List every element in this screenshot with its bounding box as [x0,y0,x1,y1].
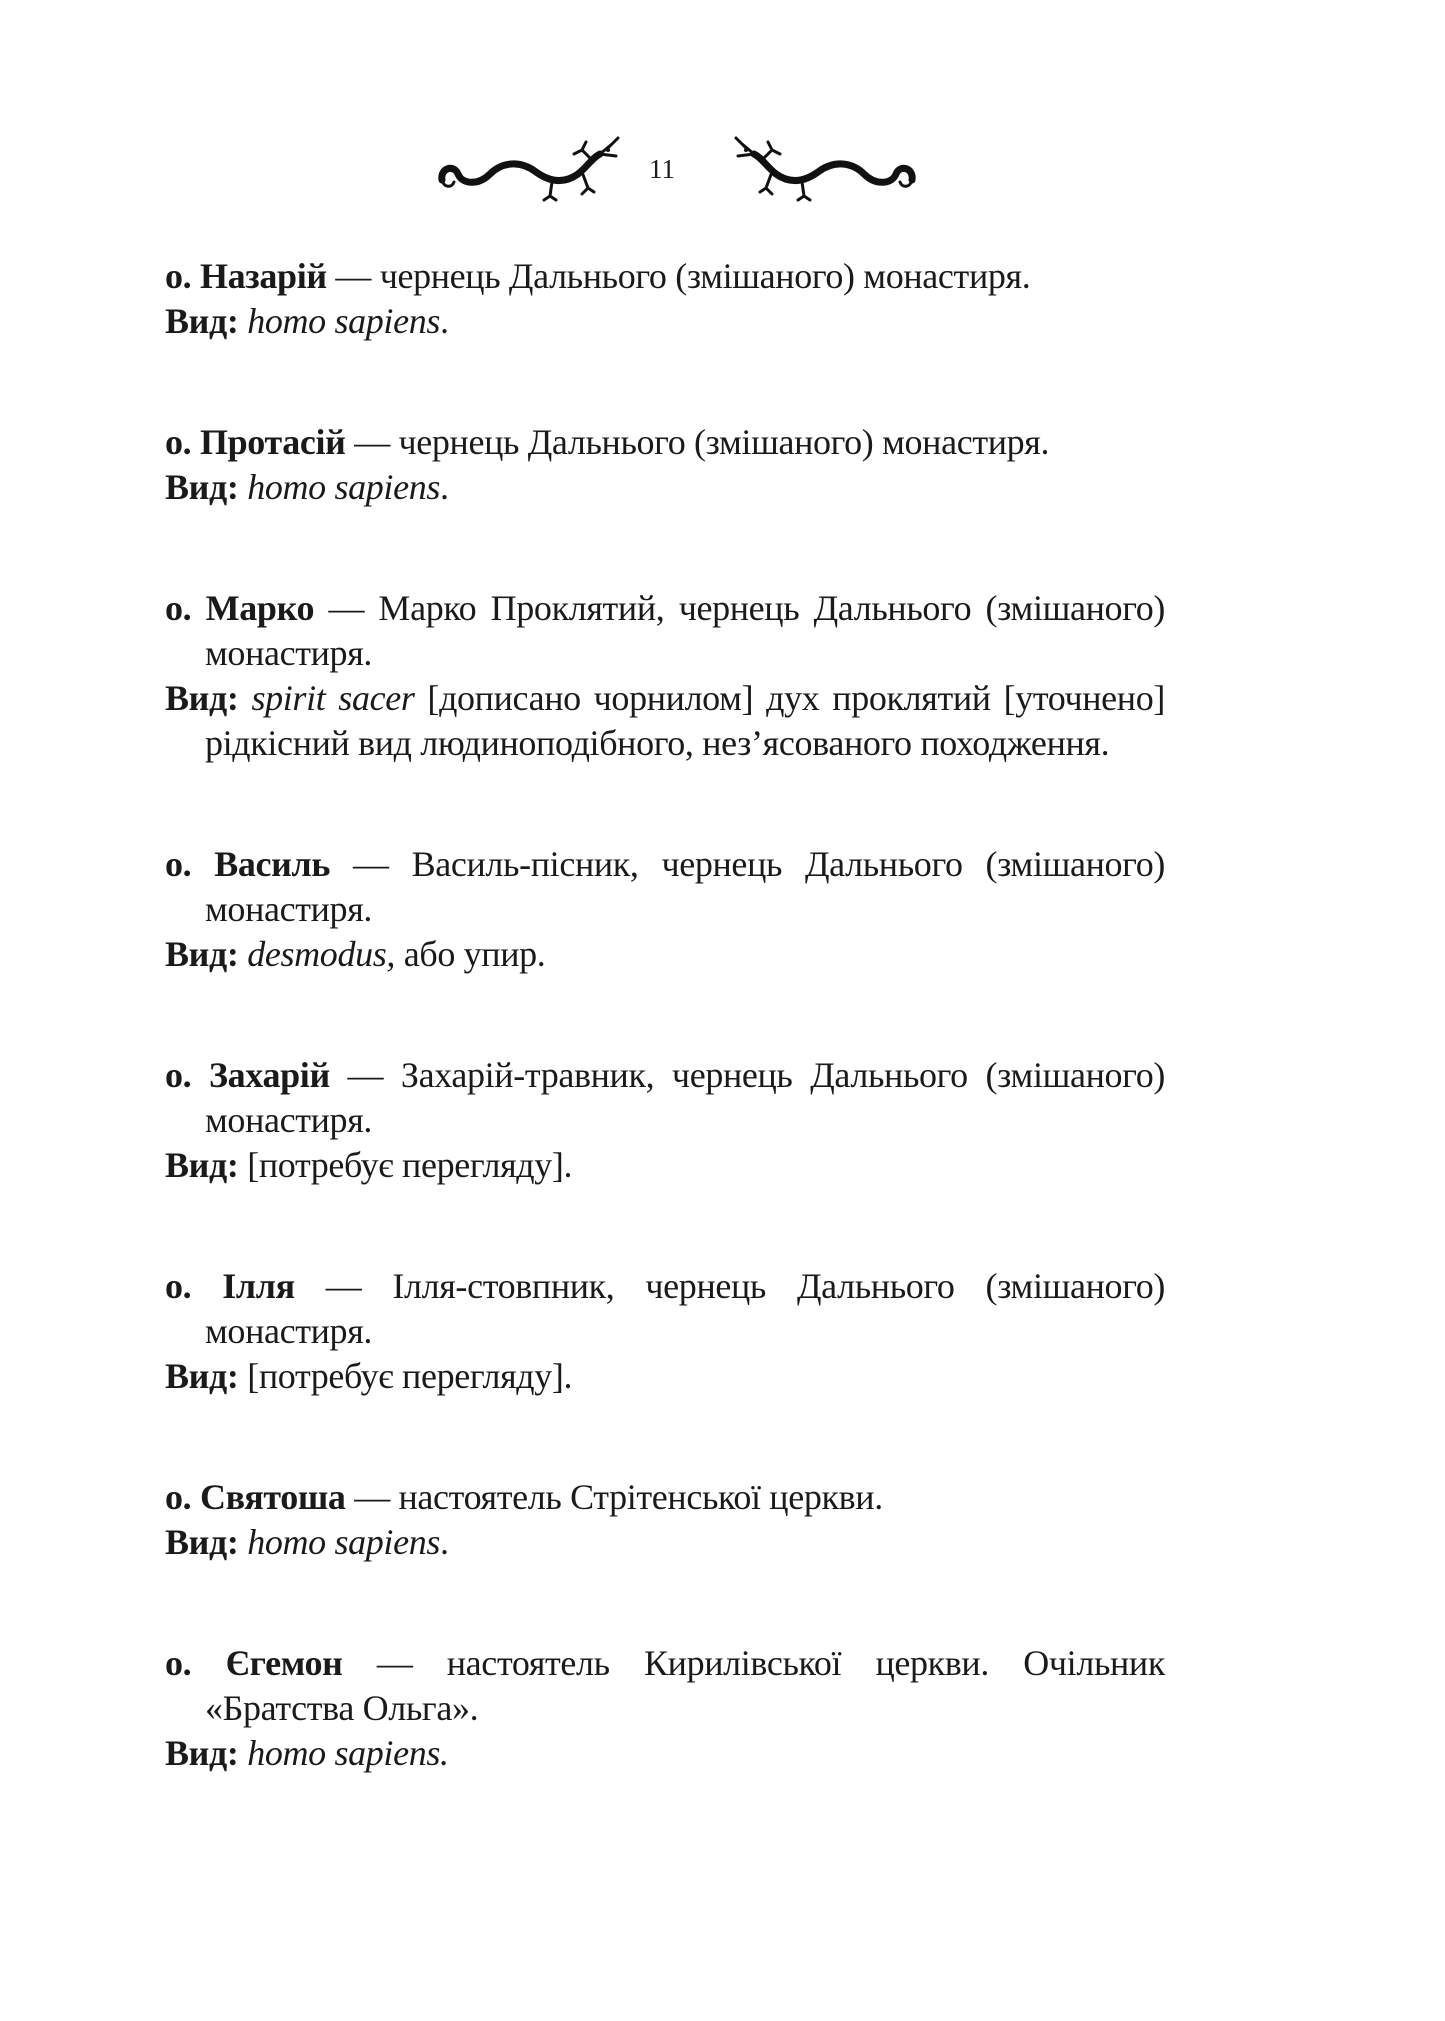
species-note: або упир. [395,934,546,974]
species-label: Вид: [165,1356,239,1396]
species-label: Вид: [165,467,239,507]
entry-title-line [165,1475,1165,1520]
species-note: [потребує перегляду]. [247,1356,573,1396]
character-description: — Ілля-стовпник, чернець Дальнього (змішаного) монастиря. [205,1266,1166,1351]
character-description: — чернець Дальнього (змішаного) монастиря. [326,256,1031,296]
character-name: о. Марко [165,588,315,628]
species-note: [потребує перегляду]. [247,1145,573,1185]
species-latin: spirit sacer [251,678,415,718]
entry-title-line [165,1641,1165,1731]
character-entry [165,420,1165,510]
character-entry [165,1641,1165,1776]
character-name: о. Захарій [165,1055,330,1095]
species-note: . [440,467,449,507]
character-list [165,254,1165,1852]
species-label: Вид: [165,934,239,974]
character-description: — Марко Проклятий, чернець Дальнього (змішаного) монастиря. [205,588,1165,673]
entry-title-line [165,842,1165,932]
species-latin: homo sapiens. [247,1733,449,1773]
entry-species-line [165,465,1165,510]
character-description: — настоятель Кирилівської церкви. Очільник «Братства Ольга». [205,1643,1165,1728]
species-label: Вид: [165,678,239,718]
character-description: — настоятель Стрітенської церкви. [345,1477,883,1517]
species-label: Вид: [165,301,239,341]
entry-species-line [165,1143,1165,1188]
entry-species-line [165,1354,1165,1399]
entry-title-line [165,586,1165,676]
character-name: о. Святоша [165,1477,346,1517]
species-note: . [440,301,449,341]
character-name: о. Назарій [165,256,327,296]
species-note: [дописано чорнилом] дух проклятий [уточнено] рідкісний вид людиноподібного, нез’ясованого походження. [205,678,1165,763]
species-latin: homo sapiens [247,1522,441,1562]
character-name: о. Василь [165,844,331,884]
page-number: 11 [649,154,675,184]
entry-species-line [165,299,1165,344]
dragon-ornament-right-icon [722,130,922,210]
entry-species-line [165,676,1165,766]
character-entry [165,1475,1165,1565]
species-note: . [440,1522,449,1562]
character-description: — чернець Дальнього (змішаного) монастиря. [345,422,1050,462]
character-name: о. Протасій [165,422,346,462]
entry-species-line [165,932,1165,977]
species-label: Вид: [165,1522,239,1562]
page-header [0,130,1445,210]
character-entry [165,1053,1165,1188]
character-entry [165,1264,1165,1399]
species-latin: homo sapiens [247,301,441,341]
character-name: о. Ілля [165,1266,295,1306]
species-label: Вид: [165,1733,239,1773]
character-description: — Василь-пісник, чернець Дальнього (змішаного) монастиря. [205,844,1165,929]
entry-title-line [165,254,1165,299]
character-entry [165,254,1165,344]
dragon-ornament-left-icon [432,130,632,210]
entry-species-line [165,1731,1165,1776]
character-entry [165,586,1165,766]
character-description: — Захарій-травник, чернець Дальнього (змішаного) монастиря. [205,1055,1165,1140]
entry-title-line [165,420,1165,465]
entry-species-line [165,1520,1165,1565]
character-entry [165,842,1165,977]
entry-title-line [165,1053,1165,1143]
species-latin: desmodus, [247,934,396,974]
species-latin: homo sapiens [247,467,441,507]
entry-title-line [165,1264,1165,1354]
character-name: о. Єгемон [165,1643,343,1683]
species-label: Вид: [165,1145,239,1185]
